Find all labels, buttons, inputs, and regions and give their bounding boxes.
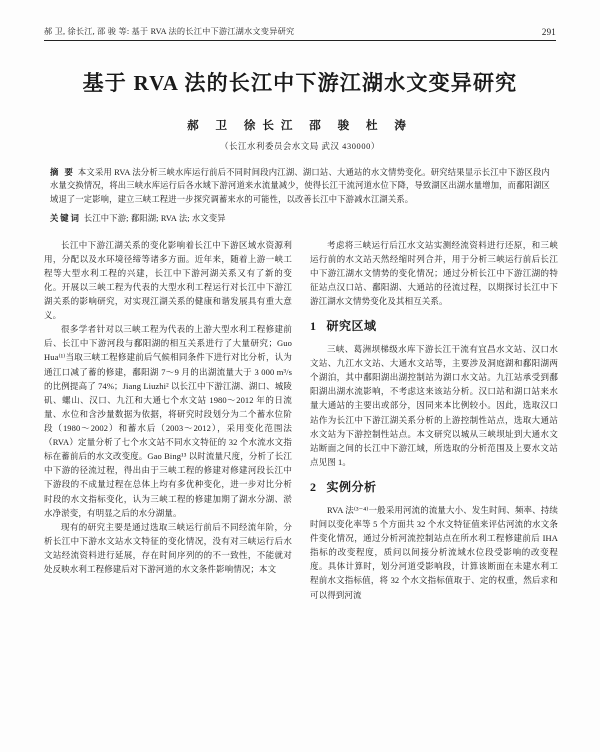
paragraph: 现有的研究主要是通过选取三峡运行前后不同经流年阶，分析长江中下游水文站水文特征的变化情况，没有对三峡运行后水文站经流资料进行延展，存在时间序列的的不一致性，不能就对处反映水利工程修建后对下游河道的水文条件影响情况；本文 (44, 521, 292, 575)
page-title: 基于 RVA 法的长江中下游江湖水文变异研究 (82, 71, 518, 95)
section-number: 1 (310, 319, 317, 334)
paragraph: 很多学者针对以三峡工程为代表的上游大型水利工程修建前后、长江中下游河段与鄱阳湖的相互关系进行了大量研究；Guo Hua⁽¹⁾当取三峡工程修建前后气候相同条件下进行对比分析，认为通江口减了蓄的修建，鄱阳湖 7～9 月的出湖流量大于 3 000 m³/s 的比例提高了 74%；Jiang Liuzhi² 以长江中下游江湖、湖口、城陵矶、螺山、汉口、九江和大通七个水文站 1980～2012 年的日流量、水位和含沙量数据为依据，将研究时段划分为二个蓄水位阶段（1980～2002）和蓄水后（2003～2012），采用变化范围法（RVA）定量分析了七个水文站不同水文特征的 32 个水流水文指标在蓄前后的水文改变度。Gao Bing¹³ 以时流量尺度，分析了长江中下游的径流过程，得出由于三峡工程的修建对修建河段长江中下游段的不成量过程在总体上均有多优种变化，进一步对比分析时段的水文指标变化，认为三峡工程的修建加期了湖水分湖、淤水净淤变，有明显之后的水分湖量。 (44, 324, 292, 518)
header-rule (44, 40, 556, 41)
paragraph: 长江中下游江湖关系的变化影响着长江中下游区域水资源利用，分配以及水环境径缔等诸多方面。近年来，随着上游一峡工程等大型水利工程的兴建，长江中下游河湖关系又有了新的变化。开展以三峡工程为代表的大型水利工程运行对长江中下游江湖关系的影响研究，对实现江湖关系的健康和谐发展具有重大意义。 (44, 239, 292, 321)
section-heading-2 (310, 478, 558, 498)
abstract-text: 本文采用 RVA 法分析三峡水库运行前后不同时间段内江湖、湖口站、大通站的水文情势变化。研究结果显示长江中下游区段内水量交换情况，将出三峡水库运行后各水域下游河道来水流量减少，使得长江干流河道水位下降，导致湖区出湖水量增加，而鄱阳湖区域退了一定影响，建立三峡工程进一步探究调蓄来水的可能性，以改善长江中下游减水江湖关系。 (50, 168, 550, 204)
section-number: 2 (310, 480, 317, 495)
section-title: 实例分析 (326, 480, 377, 495)
body-columns (44, 238, 556, 602)
abstract-label: 摘 要 (50, 168, 75, 177)
right-column (310, 238, 558, 602)
affiliation: （长江水利委员会水文局 武汉 430000） (220, 142, 380, 151)
left-column (44, 238, 292, 602)
keywords (50, 212, 550, 225)
paragraph: 三峡、葛洲坝梯级水库下游长江干流有宜昌水文站、汉口水文站、九江水文站、大通水文站等，主要涉及洞庭湖和鄱阳湖两个湖泊，其中鄱阳湖出湖控制站为湖口水文站。九江站承受到鄱阳湖出湖水流影响，不考虑这来该站分析。汉口站和湖口站来水量大通站的主要出或部分，因同来本比例较小。因此，选取汉口站作为长江中下游江湖关系分析的上游控制性站点，选取大通站水文站为下游控制性站点。本文研究以城从三峡坝址到大通水文站断面之间的长江中下游江域，所选取的分析范围及上要水文站点见图 1。 (310, 344, 558, 467)
running-head (44, 26, 556, 40)
page-number: 291 (541, 27, 556, 37)
running-title: 郝 卫, 徐长江, 邵 骏 等: 基于 RVA 法的长江中下游江湖水文变异研究 (44, 27, 295, 36)
abstract (50, 166, 550, 206)
keywords-text: 长江中下游; 鄱阳湖; RVA 法; 水文变异 (83, 214, 226, 224)
paragraph: 考虑将三峡运行后江水文站实测经流资料进行还原，和三峡运行前的水文站天然经缩时列合并，用于分析三峡运行前后长江中下游江湖水文情势的变化情况；通过分析长江中下游江湖的特征站点汉口站、鄱阳湖、大通站的径流过程，以期探讨长江中下游江湖水文情势变化及其相互关系。 (310, 239, 558, 307)
keywords-label: 关键词 (50, 214, 81, 224)
section-title: 研究区域 (326, 319, 377, 334)
author-list: 郝 卫 徐长江 邵 骏 杜 涛 (187, 120, 413, 132)
section-heading-1 (310, 317, 558, 337)
paragraph: RVA 法⁽³⁻⁴⁾一般采用河流的流量大小、发生时间、频率、持续时间以变化率等 5 个方面共 32 个水文特征值来评估河流的水文条件变化情况，通过分析河流控制站点在所水利工程修建前后 IHA 指标的改变程度，质问以间接分析流域水位段受影响的改变程度。具体计算时，划分河道受影响段，计算该断面在未建水利工程前水文指标值，将 32 个水文指标值取于、定的权重，然后求和可以得到河流 (310, 504, 558, 600)
